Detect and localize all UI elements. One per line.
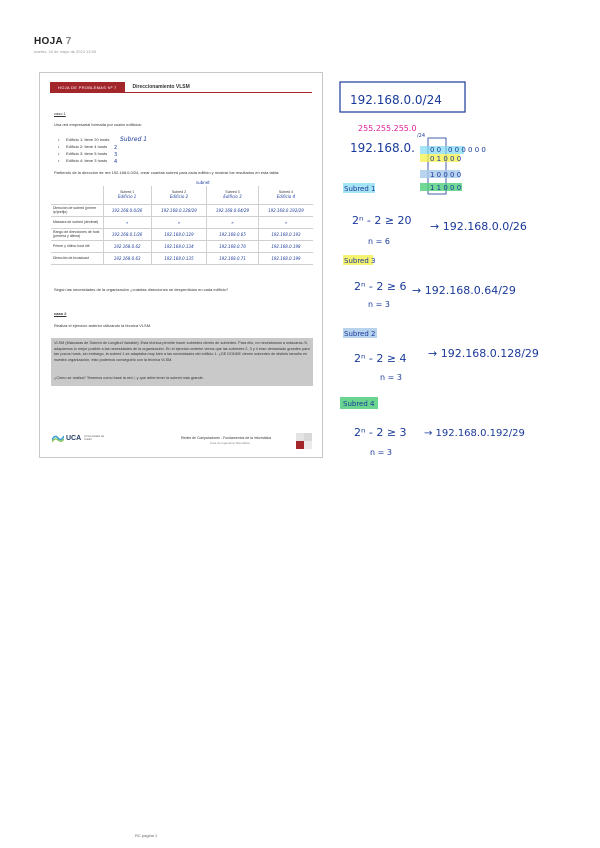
list-item: • Edificio 3: tiene 5 hosts [58, 150, 109, 157]
binary-prefix: 0 0 [430, 146, 442, 154]
doc-tag: HOJA DE PROBLEMAS Nº 7 [50, 82, 125, 92]
subnet1-heading: Subred 1 [344, 185, 376, 193]
question-text: Según las necesidades de la organización ¿cuántas direcciones se desperdician en cada edificio? [54, 287, 229, 292]
subnet4-heading: Subred 4 [343, 400, 375, 408]
doc-subtitle: Direccionamiento VLSM [132, 84, 190, 90]
binary-rest: 0 0 0 0 0 0 [448, 146, 486, 154]
vlsm-question: ¿Cómo se realiza? Tenemos como base la red /, y que debe tener la subnet más grande. [54, 376, 204, 380]
binary-row2: 0 1 0 0 0 [430, 155, 462, 163]
table-row: Dirección de subred (primer ip/prefijo) 192.168.0.0/26 192.168.0.128/29 192.168.0.64/29 192.168.0.192/29 [51, 204, 313, 216]
subnet2-equation: 2ⁿ - 2 ≥ 4 [354, 352, 407, 365]
subnet3-result: → 192.168.0.64/29 [412, 284, 516, 297]
table-row: Primer y último host útil 192.168.0.62 192.168.0.134 192.168.0.70 192.168.0.198 [51, 240, 313, 252]
subnet2-n: n = 3 [380, 373, 402, 382]
binary-row3: 1 0 0 0 0 [430, 171, 462, 179]
network-address: 192.168.0.0/24 [350, 93, 442, 107]
subnet1-n: n = 6 [368, 237, 390, 246]
case2-text: Realiza el ejercicio anterior utilizando la técnica VLSM. [54, 323, 152, 328]
subnet2-result: → 192.168.0.128/29 [428, 347, 539, 360]
table-row: Rango de direcciones de host (primera y última) 192.168.0.1/26 192.168.0.129 192.168.0.65 192.168.0.193 [51, 228, 313, 240]
table-row: Máscara de subred (decimal) » » » » [51, 216, 313, 228]
footer-note: RC página 1 [135, 833, 158, 838]
subnet3-heading: Subred 3 [344, 257, 376, 265]
annotation-building1: Subred 1 [120, 136, 148, 143]
logo-text: UCA [66, 434, 82, 442]
list-item: • Edificio 2: tiene 4 hosts [58, 143, 109, 150]
intro-text: Una red empresarial formada por cuatro edificios: [54, 122, 142, 127]
vlsm-description: VLSM (Máscaras de Subred de Longitud Variable): Esta técnica permite hacer subredes dentro de subredes. Para ello, no necesitamos a máscaras /X, adaptamos lo mejor posible a las necesidades de la organización. En el ejercicio anterior vimos que las subredes 2, 3 y 4 eran demasiado grandes para tan pocos hosts, sin embargo, la subred 1 se adaptaba muy bien a las necesidades del edificio 1. ¿DE DONDE vienen subredes de distinto tamaño en nuestra organización, esto podemos conseguirlo con la técnica VLSM. [54, 341, 310, 362]
binary-lead: 192.168.0. [350, 141, 415, 155]
doc-footer-title: Redes de Computadores - Fundamentos de la informática [181, 436, 272, 440]
doc-footer-subtitle: Área de Ingeniería Telemática [210, 441, 250, 445]
mask-note: 255.255.255.0 [358, 124, 417, 133]
subnet4-n: n = 3 [370, 448, 392, 457]
table-header: Subred 4 Edificio 4 [258, 186, 313, 204]
subnet3-n: n = 3 [368, 300, 390, 309]
annotation-building2: 2 [114, 145, 118, 151]
subnet4-result: → 192.168.0.192/29 [424, 428, 525, 439]
annotation-building4: 4 [114, 159, 118, 165]
table-header: Subred 1 Edificio 1 [103, 186, 151, 204]
table-row: Dirección de broadcast 192.168.0.63 192.168.0.135 192.168.0.71 192.168.0.199 [51, 252, 313, 264]
page-title: HOJA 7 [34, 36, 72, 47]
list-item: • Edificio 4: tiene 3 hosts [58, 157, 109, 164]
subnet2-heading: Subred 2 [344, 330, 376, 338]
table-header: Subred 3 Edificio 3 [207, 186, 259, 204]
page-meta: martes, 16 de mayo de 2023 13:55 [34, 49, 97, 54]
case2-label: caso 2 [54, 311, 67, 316]
annotation-building3: 3 [114, 152, 118, 158]
subnet3-equation: 2ⁿ - 2 ≥ 6 [354, 280, 407, 293]
binary-row4: 1 1 0 0 0 [430, 184, 462, 192]
slash-note: /24 [417, 133, 426, 139]
case1-label: caso 1 [54, 111, 66, 116]
annotation-top: subnet [196, 180, 210, 185]
subnet1-equation: 2ⁿ - 2 ≥ 20 [352, 214, 412, 227]
subnet1-result: → 192.168.0.0/26 [430, 220, 527, 233]
logo-subtitle: Universidad de Cádiz [84, 433, 105, 441]
list-item: • Edificio 1: tiene 20 hosts [58, 136, 109, 143]
instruction-paragraph: Partiendo de la dirección de red 192.168.0.0/24, crear cuantas subred para cada edificio y mostrar los resultados en esta tabla: [54, 170, 280, 175]
table-header: Subred 2 Edificio 2 [151, 186, 206, 204]
subnet4-equation: 2ⁿ - 2 ≥ 3 [354, 426, 407, 439]
